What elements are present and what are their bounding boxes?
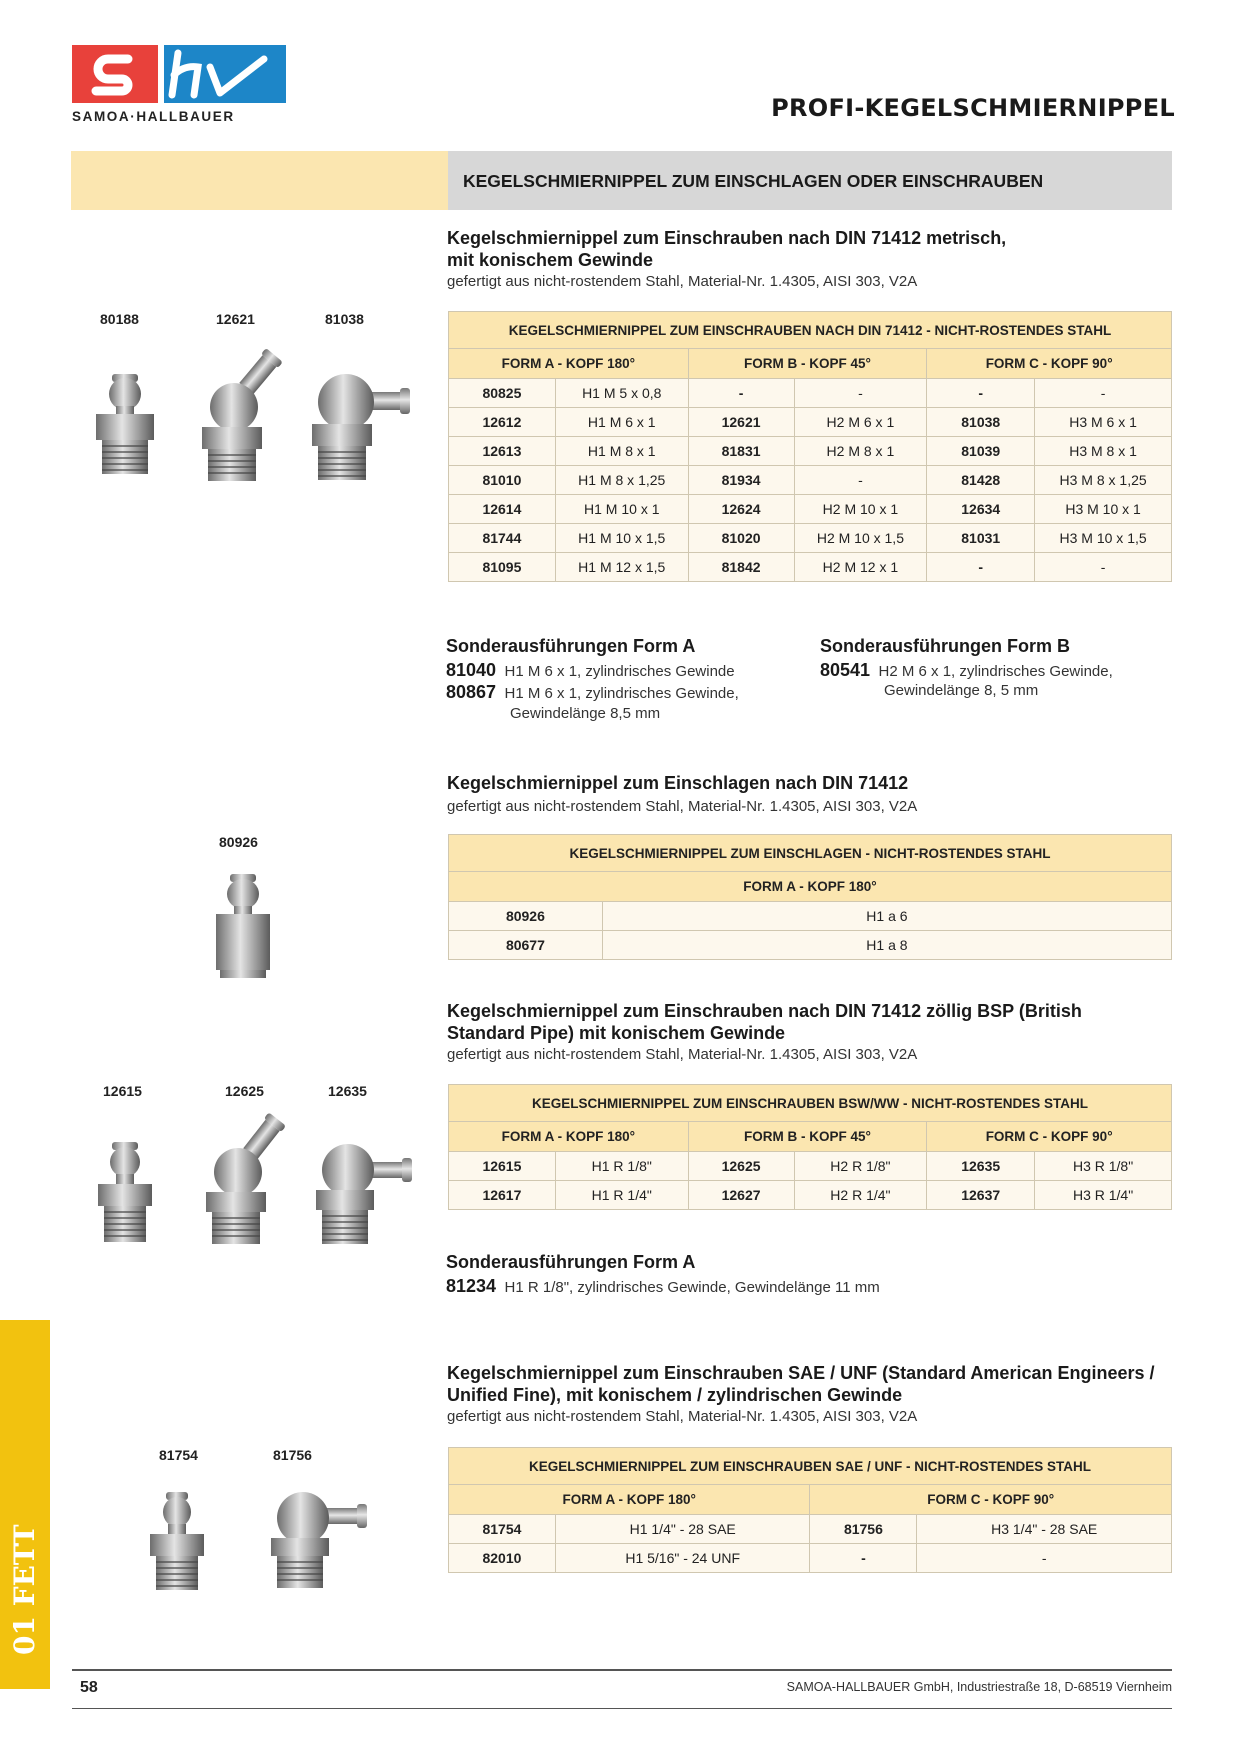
footer-divider [72, 1669, 1172, 1671]
brand-name: SAMOA·HALLBAUER [72, 109, 235, 124]
thread-spec-cell: H3 M 8 x 1,25 [1035, 466, 1172, 495]
article-number-cell: - [688, 379, 794, 408]
special-item [446, 1276, 880, 1297]
article-number-cell: 81038 [927, 408, 1035, 437]
table-sae-unf [448, 1447, 1172, 1573]
special-code: 81040 [446, 660, 497, 680]
article-number-cell: 12624 [688, 495, 794, 524]
thread-spec-cell: - [917, 1544, 1172, 1573]
thread-spec-cell: - [1035, 553, 1172, 582]
table-title: KEGELSCHMIERNIPPEL ZUM EINSCHLAGEN - NICHT-ROSTENDES STAHL [449, 835, 1172, 872]
special-text: H1 R 1/8", zylindrisches Gewinde, Gewindelänge 11 mm [504, 1279, 880, 1296]
special-form-b-title: Sonderausführungen Form B [820, 636, 1071, 656]
product-code: 81756 [273, 1447, 312, 1463]
article-number-cell: 80926 [449, 902, 603, 931]
nipple-straight-image [144, 1490, 210, 1594]
article-number-cell: 12637 [927, 1181, 1035, 1210]
table-row [449, 408, 1172, 437]
table-drive [448, 834, 1172, 960]
article-number-cell: 81010 [449, 466, 556, 495]
product-code: 12621 [216, 311, 255, 327]
article-number-cell: - [927, 379, 1035, 408]
section4-title [447, 1362, 1177, 1406]
column-header: FORM A - KOPF 180° [449, 349, 689, 379]
footer-divider [72, 1708, 1172, 1709]
article-number-cell: 81020 [688, 524, 794, 553]
special-form-a-title: Sonderausführungen Form A [446, 636, 696, 656]
special-code: 80867 [446, 682, 497, 702]
product-code: 80188 [100, 311, 139, 327]
thread-spec-cell: H2 M 8 x 1 [794, 437, 927, 466]
thread-spec-cell: H1 M 6 x 1 [555, 408, 688, 437]
thread-spec-cell: - [794, 466, 927, 495]
article-number-cell: 12612 [449, 408, 556, 437]
section2-title: Kegelschmiernippel zum Einschlagen nach DIN 71412 [447, 773, 909, 793]
nipple-straight-image [90, 372, 160, 482]
article-number-cell: 81744 [449, 524, 556, 553]
table-row [449, 931, 1172, 960]
thread-spec-cell: H1 a 6 [602, 902, 1171, 931]
thread-spec-cell: H1 M 5 x 0,8 [555, 379, 688, 408]
article-number-cell: 81039 [927, 437, 1035, 466]
thread-spec-cell: H2 M 12 x 1 [794, 553, 927, 582]
table-row [449, 466, 1172, 495]
table-row [449, 1515, 1172, 1544]
section1-subtitle: gefertigt aus nicht-rostendem Stahl, Material-Nr. 1.4305, AISI 303, V2A [447, 273, 918, 290]
article-number-cell: 12635 [927, 1152, 1035, 1181]
special-item [446, 682, 739, 703]
table-title: KEGELSCHMIERNIPPEL ZUM EINSCHRAUBEN BSW/WW - NICHT-ROSTENDES STAHL [449, 1085, 1172, 1122]
article-number-cell: 12613 [449, 437, 556, 466]
column-header: FORM A - KOPF 180° [449, 1122, 689, 1152]
table-title: KEGELSCHMIERNIPPEL ZUM EINSCHRAUBEN NACH DIN 71412 - NICHT-ROSTENDES STAHL [449, 312, 1172, 349]
thread-spec-cell: H3 M 6 x 1 [1035, 408, 1172, 437]
column-header: FORM C - KOPF 90° [927, 1122, 1172, 1152]
article-number-cell: 12617 [449, 1181, 556, 1210]
table-row [449, 524, 1172, 553]
article-number-cell: 81754 [449, 1515, 556, 1544]
table-title: KEGELSCHMIERNIPPEL ZUM EINSCHRAUBEN SAE / UNF - NICHT-ROSTENDES STAHL [449, 1448, 1172, 1485]
section3-title [447, 1000, 1177, 1044]
nipple-90-image [265, 1488, 371, 1592]
section3-title-line1: Kegelschmiernippel zum Einschrauben nach DIN 71412 zöllig BSP (British [447, 1001, 1082, 1021]
thread-spec-cell: H1 a 8 [602, 931, 1171, 960]
article-number-cell: 81095 [449, 553, 556, 582]
article-number-cell: 81428 [927, 466, 1035, 495]
column-header: FORM B - KOPF 45° [688, 349, 927, 379]
thread-spec-cell: H3 M 10 x 1 [1035, 495, 1172, 524]
special-text: H1 M 6 x 1, zylindrisches Gewinde [504, 663, 735, 680]
article-number-cell: 12614 [449, 495, 556, 524]
article-number-cell: 12627 [688, 1181, 794, 1210]
column-header: FORM B - KOPF 45° [688, 1122, 927, 1152]
thread-spec-cell: H3 M 8 x 1 [1035, 437, 1172, 466]
table-row [449, 902, 1172, 931]
thread-spec-cell: H2 M 10 x 1,5 [794, 524, 927, 553]
column-header: FORM A - KOPF 180° [449, 1485, 810, 1515]
table-row [449, 437, 1172, 466]
product-code: 80926 [219, 834, 258, 850]
section1-title-line1: Kegelschmiernippel zum Einschrauben nach DIN 71412 metrisch, [447, 228, 1007, 248]
thread-spec-cell: H1 M 12 x 1,5 [555, 553, 688, 582]
special-code: 81234 [446, 1276, 497, 1296]
article-number-cell: 81934 [688, 466, 794, 495]
article-number-cell: 80677 [449, 931, 603, 960]
thread-spec-cell: H1 R 1/4" [555, 1181, 688, 1210]
column-header: FORM A - KOPF 180° [449, 872, 1172, 902]
nipple-90-image [306, 372, 416, 487]
thread-spec-cell: H3 M 10 x 1,5 [1035, 524, 1172, 553]
thread-spec-cell: - [794, 379, 927, 408]
band-title: KEGELSCHMIERNIPPEL ZUM EINSCHLAGEN ODER EINSCHRAUBEN [463, 171, 1044, 191]
page-number: 58 [80, 1679, 98, 1696]
chapter-label: 01 FETT [8, 1524, 41, 1655]
thread-spec-cell: H3 R 1/8" [1035, 1152, 1172, 1181]
thread-spec-cell: H2 R 1/8" [794, 1152, 927, 1181]
table-row [449, 553, 1172, 582]
nipple-drive-image [210, 872, 276, 980]
page-title: PROFI-KEGELSCHMIERNIPPEL [771, 94, 1175, 122]
table-bsp [448, 1084, 1172, 1210]
thread-spec-cell: H1 R 1/8" [555, 1152, 688, 1181]
article-number-cell: 12625 [688, 1152, 794, 1181]
column-header: FORM C - KOPF 90° [927, 349, 1172, 379]
thread-spec-cell: H3 1/4" - 28 SAE [917, 1515, 1172, 1544]
product-code: 12625 [225, 1083, 264, 1099]
special-text: H2 M 6 x 1, zylindrisches Gewinde, [878, 663, 1113, 680]
thread-spec-cell: H1 M 10 x 1 [555, 495, 688, 524]
table-row [449, 1152, 1172, 1181]
nipple-straight-image [92, 1140, 158, 1246]
section4-title-line2: Unified Fine), mit konischem / zylindrischen Gewinde [447, 1385, 903, 1405]
thread-spec-cell: H1 M 8 x 1 [555, 437, 688, 466]
product-code: 12615 [103, 1083, 142, 1099]
thread-spec-cell: H1 5/16" - 24 UNF [555, 1544, 810, 1573]
product-code: 81038 [325, 311, 364, 327]
special-item [820, 660, 1113, 681]
thread-spec-cell: H2 R 1/4" [794, 1181, 927, 1210]
article-number-cell: - [927, 553, 1035, 582]
article-number-cell: 12634 [927, 495, 1035, 524]
special-form-a-title: Sonderausführungen Form A [446, 1252, 696, 1272]
section1-title-line2: mit konischem Gewinde [447, 250, 654, 270]
thread-spec-cell: H1 1/4" - 28 SAE [555, 1515, 810, 1544]
article-number-cell: 81842 [688, 553, 794, 582]
special-text-cont: Gewindelänge 8,5 mm [510, 705, 661, 722]
nipple-45-image [196, 345, 286, 485]
thread-spec-cell: - [1035, 379, 1172, 408]
nipple-90-image [310, 1140, 416, 1250]
article-number-cell: 81756 [810, 1515, 917, 1544]
section4-subtitle: gefertigt aus nicht-rostendem Stahl, Material-Nr. 1.4305, AISI 303, V2A [447, 1408, 918, 1425]
thread-spec-cell: H3 R 1/4" [1035, 1181, 1172, 1210]
special-item [446, 660, 735, 681]
chapter-tab [0, 1320, 50, 1689]
section3-subtitle: gefertigt aus nicht-rostendem Stahl, Material-Nr. 1.4305, AISI 303, V2A [447, 1046, 918, 1063]
section2-subtitle: gefertigt aus nicht-rostendem Stahl, Material-Nr. 1.4305, AISI 303, V2A [447, 798, 918, 815]
title-band-left [71, 151, 448, 210]
special-code: 80541 [820, 660, 871, 680]
article-number-cell: 81831 [688, 437, 794, 466]
section4-title-line1: Kegelschmiernippel zum Einschrauben SAE / UNF (Standard American Engineers / [447, 1363, 1155, 1383]
article-number-cell: 12615 [449, 1152, 556, 1181]
table-row [449, 495, 1172, 524]
product-code: 12635 [328, 1083, 367, 1099]
thread-spec-cell: H2 M 6 x 1 [794, 408, 927, 437]
article-number-cell: 82010 [449, 1544, 556, 1573]
thread-spec-cell: H1 M 8 x 1,25 [555, 466, 688, 495]
table-row [449, 1544, 1172, 1573]
section3-title-line2: Standard Pipe) mit konischem Gewinde [447, 1023, 786, 1043]
logo-s-mark [72, 45, 158, 103]
company-logo [72, 45, 286, 123]
thread-spec-cell: H2 M 10 x 1 [794, 495, 927, 524]
column-header: FORM C - KOPF 90° [810, 1485, 1172, 1515]
special-text: H1 M 6 x 1, zylindrisches Gewinde, [504, 685, 739, 702]
article-number-cell: - [810, 1544, 917, 1573]
table-row [449, 379, 1172, 408]
special-text-cont: Gewindelänge 8, 5 mm [884, 682, 1039, 699]
table-metric [448, 311, 1172, 582]
table-row [449, 1181, 1172, 1210]
article-number-cell: 80825 [449, 379, 556, 408]
product-code: 81754 [159, 1447, 198, 1463]
section1-title [447, 227, 1177, 271]
nipple-45-image [200, 1110, 290, 1248]
thread-spec-cell: H1 M 10 x 1,5 [555, 524, 688, 553]
logo-hv-mark [164, 45, 286, 103]
footer-address: SAMOA-HALLBAUER GmbH, Industriestraße 18, D-68519 Viernheim [786, 1680, 1172, 1694]
article-number-cell: 12621 [688, 408, 794, 437]
article-number-cell: 81031 [927, 524, 1035, 553]
